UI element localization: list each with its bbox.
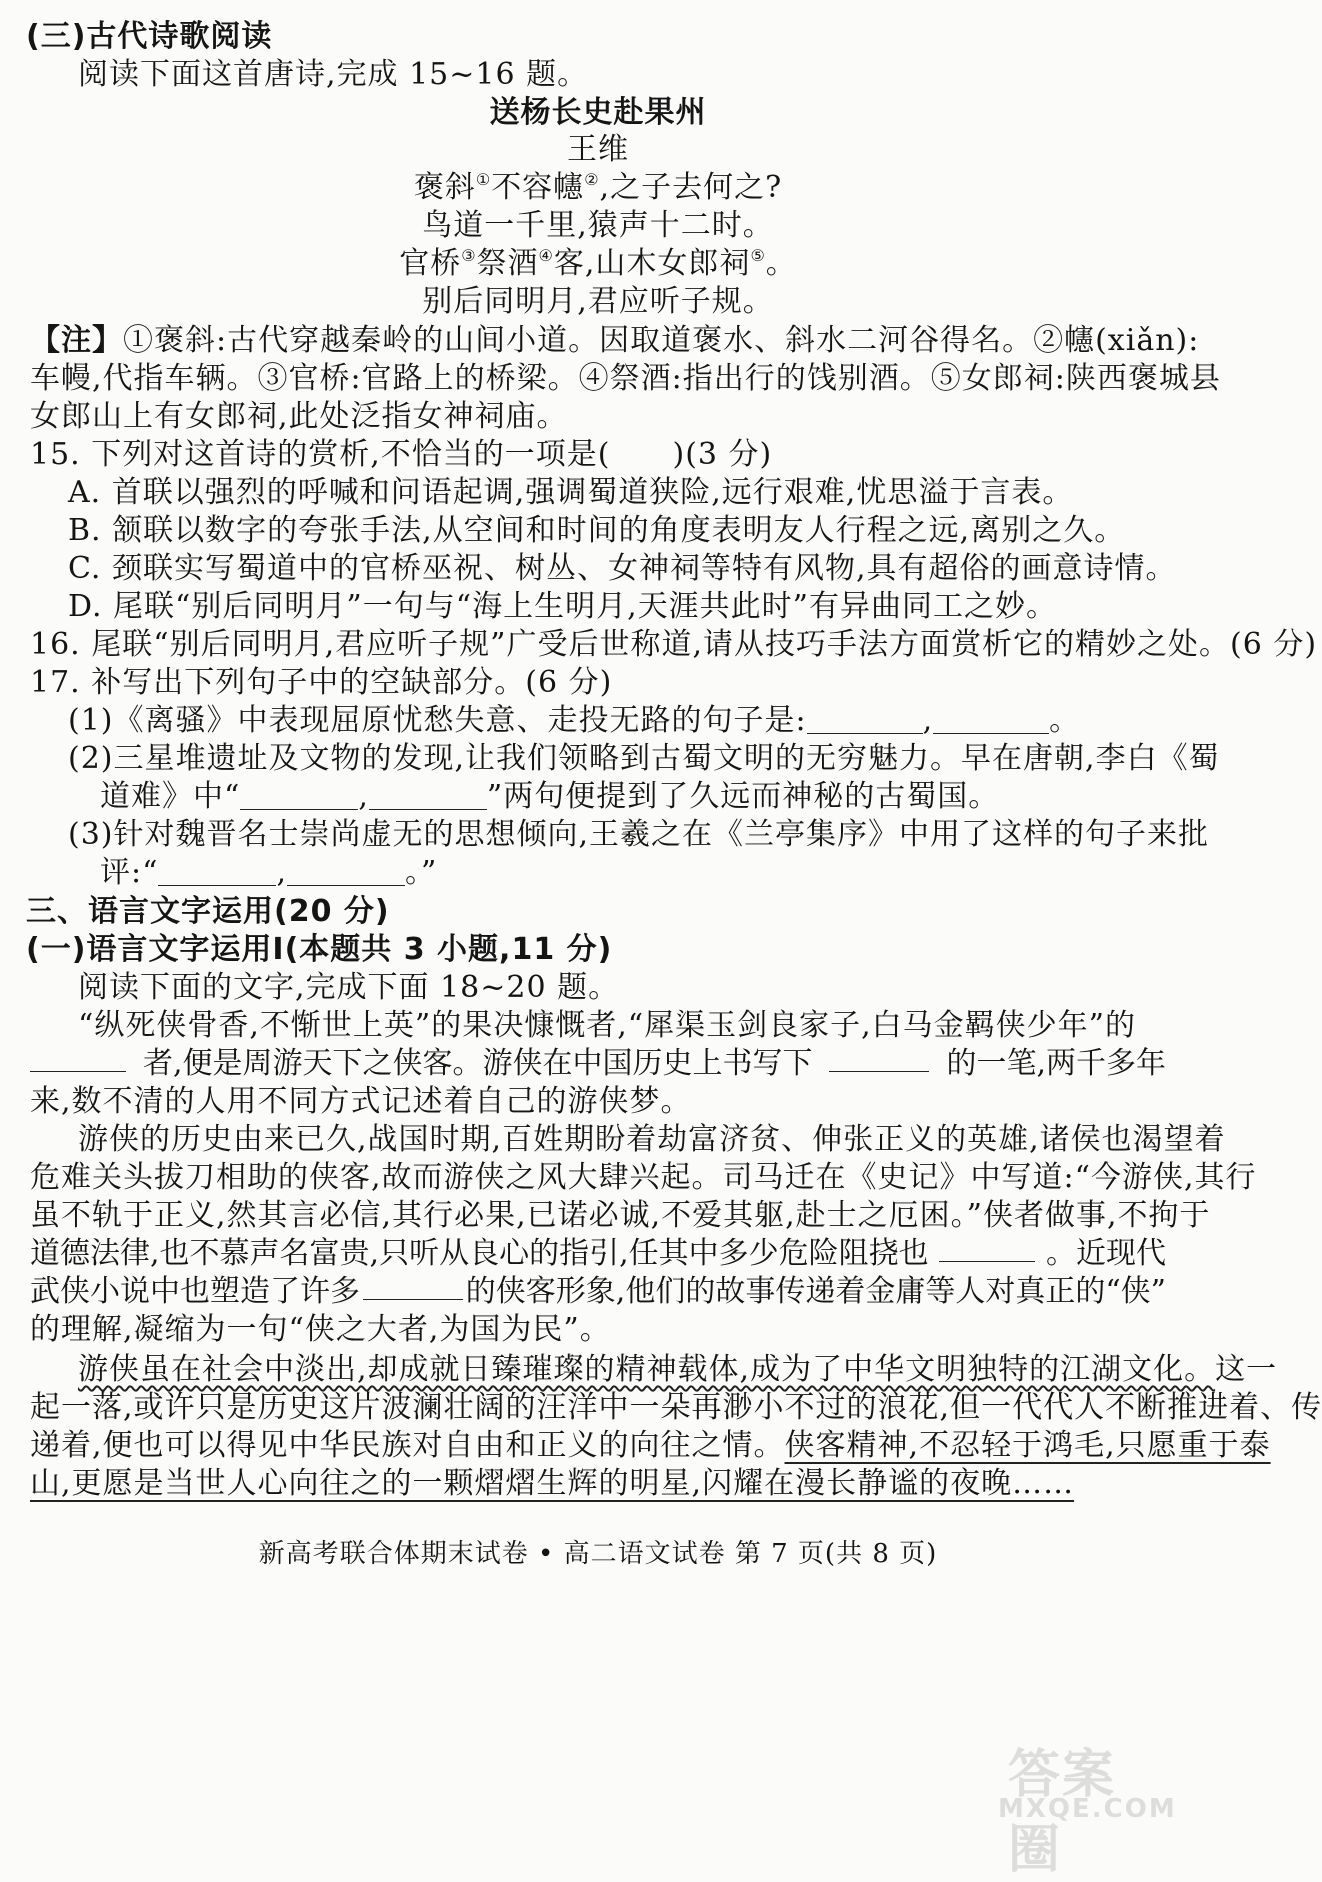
q17-3-comma: , [276,855,287,890]
footnote-ref-1: ① [475,170,492,189]
q17-1-text: (1)《离骚》中表现屈原忧愁失意、走投无路的句子是: [68,703,807,738]
passage-p3-text-b: 递着,便也可以得见中华民族对自由和正义的向往之情。 [30,1428,785,1463]
passage-p2-line-4 [30,1235,1166,1273]
underlined-sentence-cont: 山,更愿是当世人心向往之的一颗熠熠生辉的明星,闪耀在漫长静谧的夜晚…… [30,1466,1075,1501]
poem-line-1-b: 不容幰 [491,170,585,205]
question-15-stem-b: )(3 分) [672,437,773,472]
q17-2-comma: , [358,779,369,814]
poem-line-3-d: 。 [765,246,797,281]
fill-blank[interactable] [287,859,405,886]
question-17-part-3: (3)针对魏晋名士崇尚虚无的思想倾向,王羲之在《兰亭集序》中用了这样的句子来批 [68,817,1210,852]
passage-p2-text-c: 武侠小说中也塑造了许多 [30,1274,360,1309]
watermark-logo [998,1732,1177,1880]
fill-blank[interactable] [158,859,276,886]
passage-p1-text-a: 者,便是周游天下之侠客。游侠在中国历史上书写下 [142,1046,813,1081]
passage-p2-text-b: 。近现代 [1045,1236,1166,1271]
wavy-underlined-sentence: 游侠虽在社会中淡出,却成就日臻璀璨的精神载体,成为了中华文明独特的江湖文化。 [78,1352,1216,1387]
passage-p2-line-2: 危难关头拔刀相助的侠客,故而游侠之风大肆兴起。司马迁在《史记》中写道:“今游侠,其行 [30,1160,1257,1195]
passage-p2-text-a: 道德法律,也不慕声名富贵,只听从良心的指引,任其中多少危险阻挠也 [30,1236,929,1271]
footnote-ref-4: ④ [538,246,554,265]
section-title-poetry: (三)古代诗歌阅读 [26,19,273,54]
note-line-3: 女郎山上有女郎祠,此处泛指女神祠庙。 [30,399,568,434]
passage-p3-line-3 [30,1427,1271,1465]
poem-line-3-b: 祭酒 [476,246,539,281]
note-line-2: 车幔,代指车辆。③官桥:官路上的桥梁。④祭酒:指出行的饯别酒。⑤女郎祠:陕西褒城县 [30,361,1221,396]
fill-blank[interactable] [363,1273,463,1300]
passage-p2-line-6: 的理解,凝缩为一句“侠之大者,为国为民”。 [30,1312,611,1347]
poem-line-3-c: 客,山木女郎祠 [553,246,751,281]
poem-author: 王维 [567,132,629,167]
fill-blank[interactable] [829,1045,929,1072]
q17-2-text: 道难》中“ [100,779,241,814]
passage-p1-line-2 [30,1045,1166,1083]
q17-1-comma: , [922,703,934,738]
option-d: D. 尾联“别后同明月”一句与“海上生明月,天涯共此时”有异曲同工之妙。 [68,589,1057,624]
fill-blank[interactable] [807,707,923,734]
passage-p3-text-a: 这一 [1215,1352,1278,1387]
passage-p3-line-2: 起一落,或许只是历史这片波澜壮阔的汪洋中一朵再渺小不过的浪花,但一代代人不断推进着、传 [30,1390,1322,1425]
q17-1-end: 。 [1049,703,1081,738]
fill-blank[interactable] [369,783,487,810]
footnote-ref-2: ② [584,170,600,189]
passage-p1-line-1: “纵死侠骨香,不惭世上英”的果决慷慨者,“犀渠玉剑良家子,白马金羁侠少年”的 [78,1008,1136,1043]
subsection-title: (一)语言文字运用Ⅰ(本题共 3 小题,11 分) [26,932,613,967]
poem-line-2: 鸟道一千里,猿声十二时。 [422,208,774,243]
underlined-sentence: 侠客精神,不忍轻于鸿毛,只愿重于泰 [784,1428,1271,1463]
question-17-part-2-cont [100,778,999,816]
question-17: 17. 补写出下列句子中的空缺部分。(6 分) [30,665,613,700]
option-c: C. 颈联实写蜀道中的官桥巫祝、树丛、女神祠等特有风物,具有超俗的画意诗情。 [68,551,1177,586]
poem-title: 送杨长史赴果州 [489,95,707,130]
passage-p1-text-b: 的一笔,两千多年 [946,1046,1166,1081]
q17-2-end: ”两句便提到了久远而神秘的古蜀国。 [486,779,1000,814]
footnote-ref-5: ⑤ [750,246,766,265]
page-footer: 新高考联合体期末试卷 • 高二语文试卷 第 7 页(共 8 页) [258,1539,938,1569]
poem-line-3-a: 官桥 [399,246,462,281]
option-a: A. 首联以强烈的呼喊和问语起调,强调蜀道狭险,远行艰难,忧思溢于言表。 [68,475,1074,510]
passage-p1-line-3: 来,数不清的人用不同方式记述着自己的游侠梦。 [30,1084,692,1119]
poem-line-3 [0,245,1196,283]
question-17-part-3-cont [100,854,437,892]
poem-line-1 [0,169,1196,207]
poetry-instruction: 阅读下面这首唐诗,完成 15~16 题。 [78,57,589,92]
passage-p2-text-d: 的侠客形象,他们的故事传递着金庸等人对真正的“侠” [465,1274,1166,1309]
question-15 [30,436,772,474]
note-line-1 [30,322,1199,360]
fill-blank[interactable] [30,1045,126,1072]
watermark-url: MXQE.COM [998,1794,1177,1824]
poem-line-1-a: 褒斜 [413,170,476,205]
passage-p2-line-5 [30,1273,1166,1311]
section-title-language: 三、语言文字运用(20 分) [26,894,390,929]
fill-blank[interactable] [939,1235,1035,1262]
passage-p3-line-4 [30,1465,1074,1503]
question-16: 16. 尾联“别后同明月,君应听子规”广受后世称道,请从技巧手法方面赏析它的精妙之处。(6 分) [30,627,1318,662]
q17-3-end: 。” [405,855,438,890]
watermark-main: 答案圈 [1008,1745,1117,1880]
note-text-1: ①褒斜:古代穿越秦岭的山间小道。因取道褒水、斜水二河谷得名。②幰(xiǎn): [123,323,1200,358]
question-17-part-1 [68,702,1080,740]
q17-3-text: 评:“ [100,855,159,890]
question-17-part-2: (2)三星堆遗址及文物的发现,让我们领略到古蜀文明的无穷魅力。早在唐朝,李白《蜀 [68,741,1220,776]
option-b: B. 颔联以数字的夸张手法,从空间和时间的角度表明友人行程之远,离别之久。 [68,513,1126,548]
passage-p3-line-1 [78,1351,1277,1389]
question-15-stem-a: 15. 下列对这首诗的赏析,不恰当的一项是( [30,437,611,472]
poem-line-1-c: ,之子去何之? [599,170,783,205]
passage-p2-line-3: 虽不轨于正义,然其言必信,其行必果,已诺必诚,不爱其躯,赴士之厄困。”侠者做事,不拘于 [30,1198,1211,1233]
fill-blank[interactable] [933,707,1049,734]
fill-blank[interactable] [240,783,358,810]
poem-line-4: 别后同明月,君应听子规。 [422,284,774,319]
footnote-ref-3: ③ [461,246,477,265]
passage-p2-line-1: 游侠的历史由来已久,战国时期,百姓期盼着劫富济贫、伸张正义的英雄,诸侯也渴望着 [78,1122,1226,1157]
note-label: 【注】 [30,323,123,358]
passage-instruction: 阅读下面的文字,完成下面 18~20 题。 [78,970,620,1005]
